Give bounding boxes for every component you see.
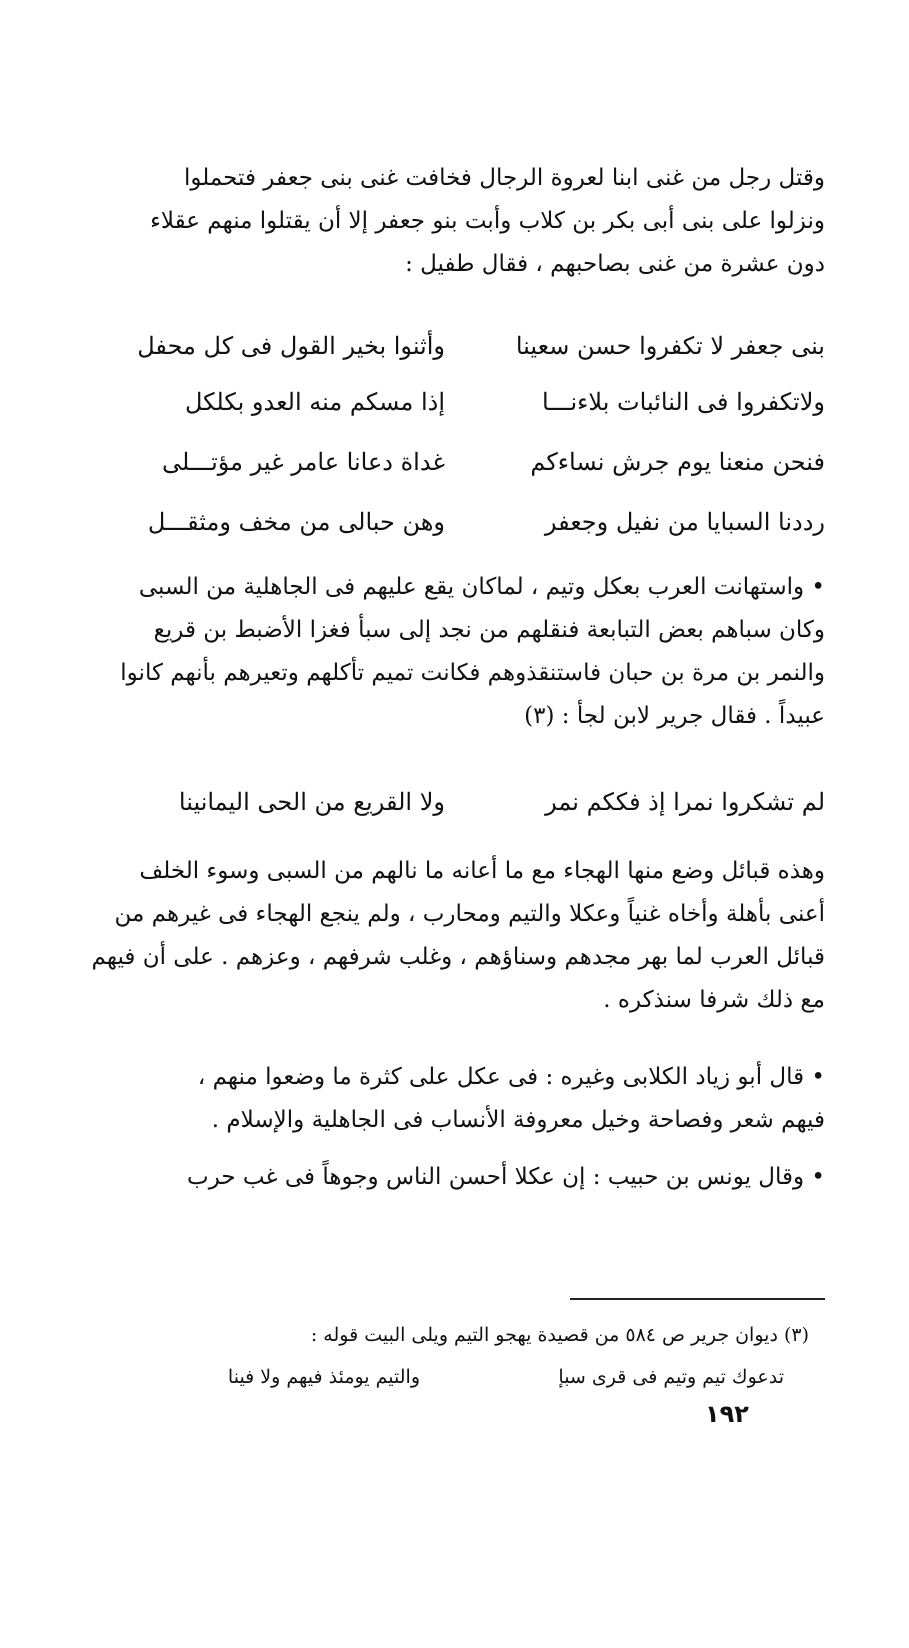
text-line: فيهم شعر وفصاحة وخيل معروفة الأنساب فى الجاهلية والإسلام . bbox=[211, 1107, 825, 1133]
paragraph-intro bbox=[85, 157, 825, 286]
footnote-verse-second: والتيم يومئذ فيهم ولا فينا bbox=[227, 1366, 420, 1388]
text-line: عبيداً . فقال جرير لابن لجأ : (٣) bbox=[524, 703, 825, 729]
footnote-text: (٣) ديوان جرير ص ٥٨٤ من قصيدة يهجو التيم ويلى البيت قوله : bbox=[310, 1324, 809, 1346]
verse-first-hemistich: لم تشكروا نمرا إذ فككم نمر bbox=[545, 788, 825, 816]
poem-verse bbox=[100, 378, 825, 426]
text-line: ونزلوا على بنى أبى بكر بن كلاب وأبت بنو جعفر إلا أن يقتلوا منهم عقلاء bbox=[150, 208, 825, 234]
verse-second-hemistich: وهن حبالى من مخف ومثقـــل bbox=[147, 508, 445, 536]
text-line: • واستهانت العرب بعكل وتيم ، لماكان يقع عليهم فى الجاهلية من السبى bbox=[138, 574, 825, 600]
verse-first-hemistich: فنحن منعنا يوم جرش نساءكم bbox=[530, 448, 825, 476]
verse-second-hemistich: وأثنوا بخير القول فى كل محفل bbox=[137, 332, 445, 360]
paragraph-abu-ziyad bbox=[85, 1056, 825, 1142]
verse-first-hemistich: بنى جعفر لا تكفروا حسن سعينا bbox=[515, 332, 825, 360]
text-line: وهذه قبائل وضع منها الهجاء مع ما أعانه ما نالهم من السبى وسوء الخلف bbox=[139, 858, 825, 884]
poem-verse bbox=[100, 322, 825, 370]
verse-second-hemistich: غداة دعانا عامر غير مؤتـــلى bbox=[162, 448, 445, 476]
text-line: وكان سباهم بعض التبابعة فنقلهم من نجد إلى سبأ فغزا الأضبط بن قريع bbox=[153, 617, 825, 643]
paragraph-yunus bbox=[85, 1156, 825, 1199]
text-line: • قال أبو زياد الكلابى وغيره : فى عكل على كثرة ما وضعوا منهم ، bbox=[197, 1064, 825, 1090]
text-line: وقتل رجل من غنى ابنا لعروة الرجال فخافت غنى بنى جعفر فتحملوا bbox=[184, 165, 825, 191]
footnote-divider bbox=[570, 1298, 825, 1300]
text-line: مع ذلك شرفا سنذكره . bbox=[603, 987, 825, 1013]
text-line: دون عشرة من غنى بصاحبهم ، فقال طفيل : bbox=[405, 251, 825, 277]
poem-verse bbox=[100, 778, 825, 826]
footnote-verse-first: تدعوك تيم وتيم فى قرى سبإ bbox=[558, 1366, 784, 1388]
page-number: ١٩٢ bbox=[705, 1400, 749, 1428]
verse-second-hemistich: ولا القريع من الحى اليمانينا bbox=[178, 788, 445, 816]
paragraph-tribes bbox=[85, 850, 825, 1022]
text-line: قبائل العرب لما بهر مجدهم وسناؤهم ، وغلب شرفهم ، وعزهم . على أن فيهم bbox=[91, 944, 825, 970]
poem-verse bbox=[100, 438, 825, 486]
text-line: أعنى بأهلة وأخاه غنياً وعكلا والتيم ومحارب ، ولم ينجع الهجاء فى غيرهم من bbox=[114, 901, 825, 927]
verse-second-hemistich: إذا مسكم منه العدو بكلكل bbox=[184, 388, 445, 416]
text-line: والنمر بن مرة بن حبان فاستنقذوهم فكانت تميم تأكلهم وتعيرهم بأنهم كانوا bbox=[120, 660, 825, 686]
paragraph-captivity bbox=[85, 566, 825, 738]
text-line: • وقال يونس بن حبيب : إن عكلا أحسن الناس وجوهاً فى غب حرب bbox=[187, 1164, 825, 1190]
poem-verse bbox=[100, 498, 825, 546]
verse-first-hemistich: ولاتكفروا فى النائبات بلاءنـــا bbox=[542, 388, 825, 416]
verse-first-hemistich: رددنا السبايا من نفيل وجعفر bbox=[544, 508, 825, 536]
